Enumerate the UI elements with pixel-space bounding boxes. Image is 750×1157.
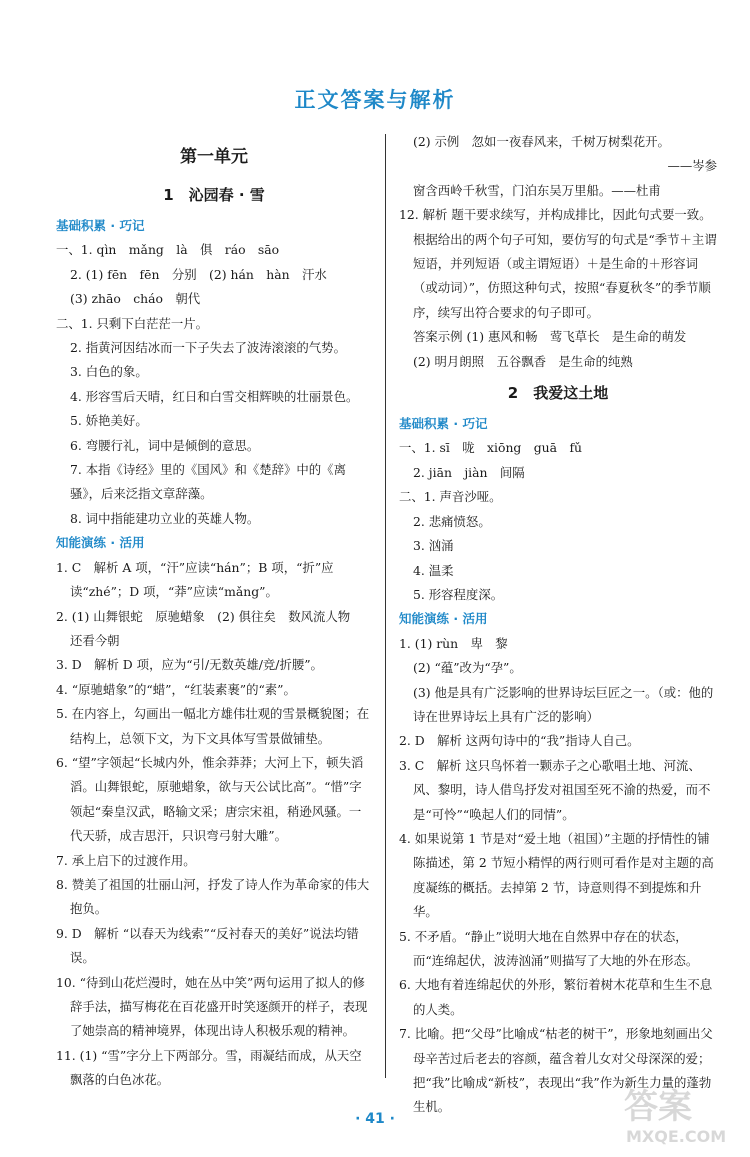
answer-line: 8. 词中指能建功立业的英雄人物。 — [70, 510, 260, 526]
answer-item: 9. D 解析 “以春天为线索”“反衬春天的美好”说法均错误。 — [56, 925, 359, 966]
right-answer-list-top — [399, 130, 717, 374]
answer-line: 二、1. 只剩下白茫茫一片。 — [56, 315, 209, 331]
left-column — [56, 130, 372, 1093]
answer-item: 1. C 解析 A 项，“汗”应读“hán”；B 项，“折”应读“zhé”；D 项，“莽”应读“mǎng”。 — [56, 559, 334, 600]
answer-line: 5. 娇艳美好。 — [70, 413, 148, 429]
answer-item: 10. “待到山花烂漫时，她在丛中笑”两句运用了拟人的修辞手法，描写梅花在百花盛开时笑逐颜开的样子，表现了她崇高的精神境界，体现出诗人积极乐观的精神。 — [56, 974, 368, 1039]
answer-line: 4. 温柔 — [413, 562, 454, 578]
answer-line: 6. 弯腰行礼，词中是倾倒的意思。 — [70, 437, 260, 453]
column-divider — [385, 134, 386, 1078]
page-number: · 41 · — [355, 1111, 395, 1127]
answer-item: 4. “原驰蜡象”的“蜡”，“红装素裹”的“素”。 — [56, 681, 296, 697]
answer-item: 2. D 解析 这两句诗中的“我”指诗人自己。 — [399, 733, 640, 749]
answer-item: 4. 如果说第 1 节是对“爱土地（祖国）”主题的抒情性的铺陈描述，第 2 节短小精悍的两行则可看作是对主题的高度凝练的概括。去掉第 2 节，诗意则得不到提炼和升华。 — [399, 830, 714, 920]
answer-line: (3) zhāo cháo 朝代 — [70, 291, 201, 307]
answer-item: 2. (1) 山舞银蛇 原驰蜡象 (2) 俱往矣 数风流人物 还看今朝 — [56, 608, 363, 648]
answer-line: 3. 白色的象。 — [70, 364, 148, 380]
answer-line: 2. 悲痛愤怒。 — [413, 513, 491, 529]
answer-item: 12. 解析 题干要求续写，并构成排比，因此句式要一致。根据给出的两个句子可知，要仿写的句式是“季节＋主谓短语，并列短语（或主谓短语）＋是生命的＋形容词（或动词）”，仿照这种句式，按照“春夏秋冬”的季节顺序，续写出符合要求的句子即可。 — [399, 207, 717, 320]
section-label: 知能演练 · 活用 — [56, 535, 145, 551]
watermark-logo — [616, 1078, 738, 1150]
watermark-url: MXQE.COM — [626, 1127, 727, 1146]
attribution: ——岑参 — [667, 158, 717, 174]
answer-line: 2. 指黄河因结冰而一下子失去了波涛滚滚的气势。 — [70, 340, 346, 356]
answer-line: 3. 汹涌 — [413, 538, 454, 554]
answer-line: (2) 明月朗照 五谷飘香 是生命的纯熟 — [413, 353, 633, 369]
answer-line: (3) 他是具有广泛影响的世界诗坛巨匠之一。（或：他的诗在世界诗坛上具有广泛的影响） — [413, 684, 714, 724]
answer-item: 5. 不矛盾。“静止”说明大地在自然界中存在的状态，而“连绵起伏，波涛汹涌”则描写了大地的外在形态。 — [399, 928, 699, 968]
answer-line: 5. 形容程度深。 — [413, 586, 504, 602]
answer-line: (2) “蕴”改为“孕”。 — [413, 660, 522, 676]
answer-line: 一、1. sī 咙 xiōng guā fǔ — [399, 440, 583, 456]
answer-line: 4. 形容雪后天晴，红日和白雪交相辉映的壮丽景色。 — [70, 388, 359, 404]
answer-item: 1. (1) rùn 卑 黎 — [399, 635, 508, 651]
answer-line: (2) 示例 忽如一夜春风来，千树万树梨花开。 — [413, 134, 670, 149]
section-label: 知能演练 · 活用 — [399, 611, 488, 627]
answer-line: 2. (1) fēn fēn 分别 (2) hán hàn 汗水 — [70, 266, 327, 282]
answer-item: 7. 承上启下的过渡作用。 — [56, 852, 196, 868]
answer-item: 3. C 解析 这只鸟怀着一颗赤子之心歌唱土地、河流、风、黎明，诗人借鸟抒发对祖国至死不渝的热爱，而不是“可怜”“唤起人们的同情”。 — [399, 757, 711, 822]
page-title: 正文答案与解析 — [294, 88, 456, 112]
answer-line: 窗含西岭千秋雪，门泊东吴万里船。——杜甫 — [413, 182, 661, 198]
answer-item: 7. 比喻。把“父母”比喻成“枯老的树干”，形象地刻画出父母辛苦过后老去的容颜，蕴含着儿女对父母深深的爱；把“我”比喻成“新枝”，表现出“我”作为新生力量的蓬勃生机。 — [399, 1026, 713, 1115]
answer-line: 一、1. qìn mǎng là 俱 ráo sāo — [56, 242, 280, 258]
lesson-title-1: 1 沁园春 · 雪 — [163, 186, 265, 204]
answer-line: 二、1. 声音沙哑。 — [399, 489, 502, 505]
left-answer-list — [56, 214, 372, 1093]
answer-item: 5. 在内容上，勾画出一幅北方雄伟壮观的雪景概貌图；在结构上，总领下文，为下文具体写雪景做铺垫。 — [56, 706, 370, 746]
right-answer-list-bottom — [399, 412, 717, 1120]
unit-title: 第一单元 — [180, 147, 248, 167]
answer-line: 7. 本指《诗经》里的《国风》和《楚辞》中的《离骚》，后来泛指文章辞藻。 — [70, 462, 346, 502]
lesson-title-2: 2 我爱这土地 — [507, 384, 609, 403]
answer-line: 答案示例 (1) 惠风和畅 莺飞草长 是生命的萌发 — [413, 329, 687, 345]
section-label: 基础积累 · 巧记 — [56, 218, 145, 233]
answer-item: 8. 赞美了祖国的壮丽山河，抒发了诗人作为革命家的伟大抱负。 — [56, 876, 370, 917]
answer-item: 6. 大地有着连绵起伏的外形，繁衍着树木花草和生生不息的人类。 — [399, 977, 713, 1017]
watermark-text: 答案 — [624, 1087, 692, 1127]
answer-item: 3. D 解析 D 项，应为“引/无数英雄/竞/折腰”。 — [56, 657, 323, 673]
answer-item: 6. “望”字领起“长城内外，惟余莽莽；大河上下，顿失滔滔。山舞银蛇，原驰蜡象，欲与天公试比高”。“惜”字领起“秦皇汉武，略输文采；唐宗宋祖，稍逊风骚。一代天骄，成吉思汗，只识弯弓射大雕”。 — [56, 754, 364, 844]
answer-item: 11. (1) “雪”字分上下两部分。雪，雨凝结而成，从天空飘落的白色冰花。 — [56, 1047, 362, 1088]
section-label: 基础积累 · 巧记 — [399, 416, 488, 432]
answer-line: 2. jiān jiàn 间隔 — [413, 464, 525, 480]
right-column — [399, 130, 717, 1120]
